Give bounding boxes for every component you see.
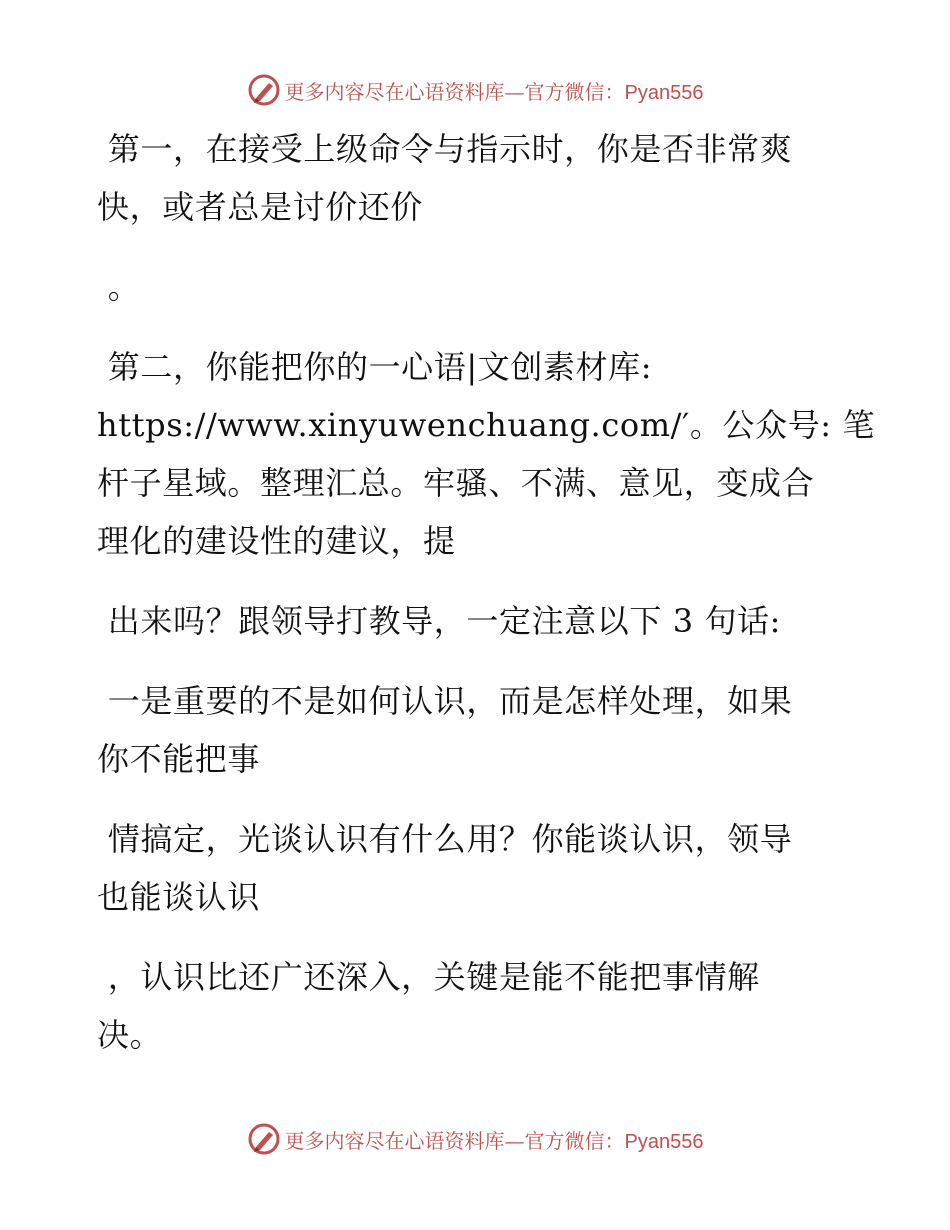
text-line: 情搞定，光谈认识有什么用？你能谈认识，领导	[97, 820, 793, 858]
pen-logo-icon	[247, 1122, 281, 1156]
wechat-id: Pyan556	[624, 81, 704, 104]
text-line: 理化的建设性的建议，提	[97, 522, 456, 560]
document-body	[97, 120, 877, 1064]
pen-logo-icon	[247, 73, 281, 107]
wechat-id: Pyan556	[624, 1130, 704, 1153]
footer-banner	[0, 1119, 950, 1159]
text-line: ，认识比还广还深入，关键是能不能把事情解	[97, 958, 760, 996]
text-line: 快，或者总是讨价还价	[97, 188, 424, 226]
text-line: 出来吗？跟领导打教导，一定注意以下 3 句话:	[97, 602, 782, 640]
banner-text: 更多内容尽在心语资料库—官方微信：Pyan556	[284, 79, 704, 104]
text-line: 决。	[97, 1016, 163, 1054]
text-line: https://www.xinyuwenchuang.com/′。公众号: 笔	[97, 406, 876, 444]
text-line: 。	[97, 268, 141, 306]
text-line: 也能谈认识	[97, 878, 261, 916]
header-banner	[0, 70, 950, 110]
text-line: 第二，你能把你的一心语|文创素材库:	[97, 348, 653, 386]
banner-text: 更多内容尽在心语资料库—官方微信：Pyan556	[284, 1128, 704, 1153]
text-line: 你不能把事	[97, 740, 261, 778]
text-line: 第一，在接受上级命令与指示时，你是否非常爽	[97, 130, 793, 168]
text-line: 杆子星域。整理汇总。牢骚、不满、意见，变成合	[97, 464, 815, 502]
text-line: 一是重要的不是如何认识，而是怎样处理，如果	[97, 682, 793, 720]
